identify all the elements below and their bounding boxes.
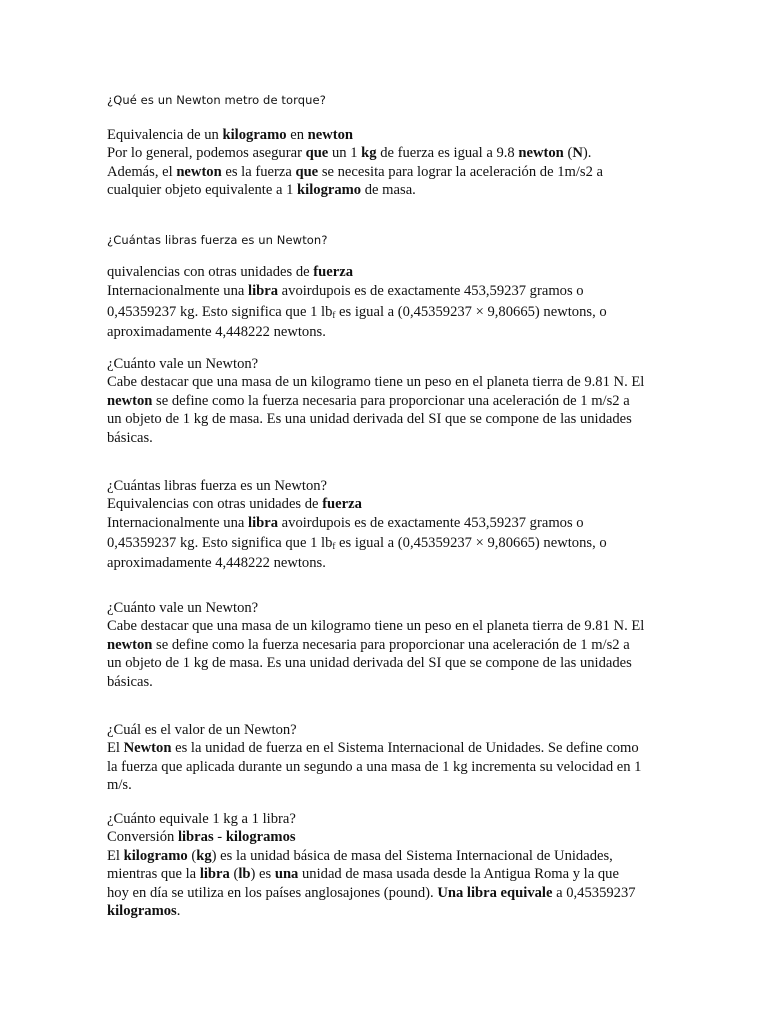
paragraph-line: Internacionalmente una libra avoirdupois es de exactamente 453,59237 gramos o [107,514,584,531]
paragraph-line: Equivalencia de un kilogramo en newton [107,127,354,143]
paragraph-line: aproximadamente 4,448222 newtons. [107,323,326,340]
paragraph-line: 0,45359237 kg. Esto significa que 1 $lb_f$ es igual a (0,45359237 × 9,80665) newtons, o [107,303,607,320]
section-heading-libras: ¿Cuántas libras fuerza es un Newton? [107,233,328,247]
paragraph-line: un objeto de 1 kg de masa. Es una unidad derivada del SI que se compone de las unidades [107,411,632,428]
paragraph-line: básicas. [107,429,153,446]
paragraph-line: El Newton es la unidad de fuerza en el Sistema Internacional de Unidades. Se define como [107,740,639,757]
paragraph-line: la fuerza que aplicada durante un segundo a una masa de 1 kg incrementa su velocidad en 1 [107,758,642,775]
paragraph-line: cualquier objeto equivalente a 1 kilogramo de masa. [107,182,416,199]
paragraph-equivalencias [107,263,667,341]
paragraph-line: ¿Cuántas libras fuerza es un Newton? [107,478,328,494]
paragraph-line: kilogramos. [107,903,181,920]
paragraph-line: ¿Cuánto equivale 1 kg a 1 libra? [107,811,296,827]
paragraph-line: Cabe destacar que una masa de un kilogramo tiene un peso en el planeta tierra de 9.81 N. El [107,618,645,635]
paragraph-line: 0,45359237 kg. Esto significa que 1 $lb_f$ es igual a (0,45359237 × 9,80665) newtons, o [107,535,607,552]
paragraph-line: básicas. [107,673,153,690]
paragraph-valor-newton [107,721,667,795]
section-heading-torque: ¿Qué es un Newton metro de torque? [107,93,326,107]
paragraph-line: Además, el newton es la fuerza que se necesita para lograr la aceleración de 1m/s2 a [107,163,604,180]
paragraph-line: ¿Cuál es el valor de un Newton? [107,722,297,738]
paragraph-line: Internacionalmente una libra avoirdupois es de exactamente 453,59237 gramos o [107,283,584,300]
paragraph-line: ¿Cuánto vale un Newton? [107,600,259,616]
paragraph-line: quivalencias con otras unidades de fuerza [107,264,353,280]
paragraph-line: Equivalencias con otras unidades de fuerza [107,496,362,513]
paragraph-cuanto-vale-2 [107,599,667,691]
paragraph-line: hoy en día se utiliza en los países anglosajones (pound). Una libra equivale a 0,45359237 [107,884,636,901]
paragraph-line: El kilogramo (kg) es la unidad básica de masa del Sistema Internacional de Unidades, [107,847,613,864]
paragraph-line: newton se define como la fuerza necesaria para proporcionar una aceleración de 1 m/s2 a [107,392,630,409]
paragraph-line: newton se define como la fuerza necesaria para proporcionar una aceleración de 1 m/s2 a [107,636,630,653]
paragraph-line: mientras que la libra (lb) es una unidad de masa usada desde la Antigua Roma y la que [107,866,619,883]
paragraph-line: m/s. [107,777,132,794]
paragraph-kg-libra [107,810,667,920]
paragraph-kilogramo-newton [107,126,667,200]
paragraph-line: Por lo general, podemos asegurar que un 1 kg de fuerza es igual a 9.8 newton (N). [107,145,592,162]
paragraph-line: Cabe destacar que una masa de un kilogramo tiene un peso en el planeta tierra de 9.81 N. El [107,374,645,391]
paragraph-cuanto-vale [107,355,667,447]
paragraph-line: Conversión libras - kilogramos [107,829,296,846]
paragraph-line: un objeto de 1 kg de masa. Es una unidad derivada del SI que se compone de las unidades [107,655,632,672]
paragraph-cuantas-libras [107,477,667,573]
paragraph-line: ¿Cuánto vale un Newton? [107,356,259,372]
paragraph-line: aproximadamente 4,448222 newtons. [107,555,326,572]
